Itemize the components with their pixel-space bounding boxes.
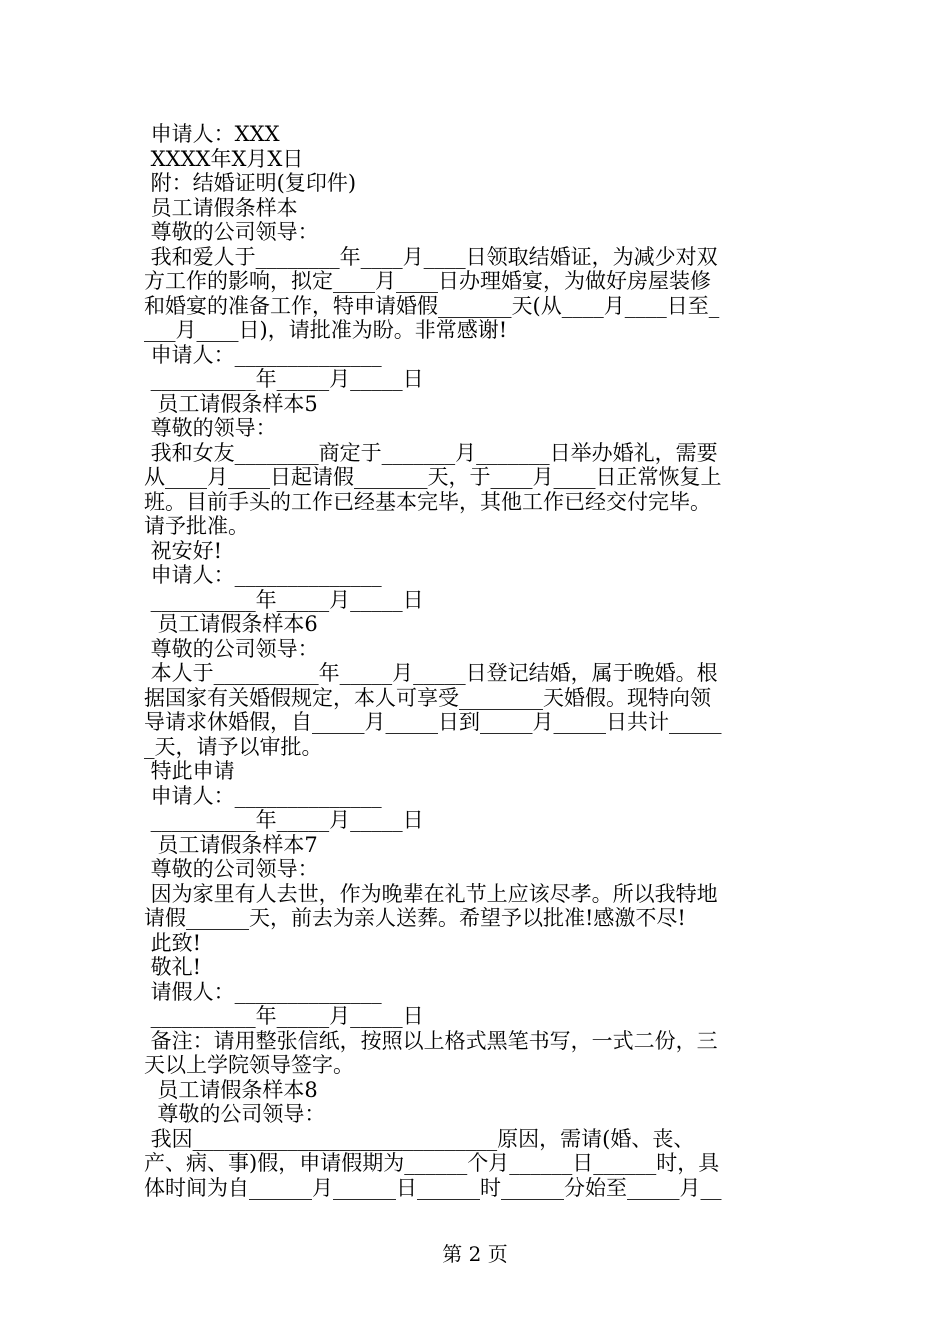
text-line: 员工请假条样本5: [144, 391, 318, 416]
text-line: 员工请假条样本7: [144, 832, 318, 857]
text-line: 据国家有关婚假规定，本人可享受________天婚假。现特向领: [144, 685, 711, 710]
text-line: 请假______天，前去为亲人送葬。希望予以批准!感激不尽!: [144, 906, 686, 930]
document-body: [144, 122, 807, 1200]
text-line: 申请人：XXX: [144, 122, 280, 146]
text-line: 特此申请: [144, 759, 235, 783]
text-line: 附：结婚证明(复印件): [144, 171, 357, 195]
text-line: __________年_____月_____日: [144, 367, 424, 391]
text-line: 员工请假条样本8: [144, 1077, 318, 1102]
text-line: 尊敬的公司领导：: [144, 220, 319, 244]
text-line: ___月____日)，请批准为盼。非常感谢!: [144, 318, 508, 342]
text-line: __________年_____月_____日: [144, 808, 424, 832]
text-line: 员工请假条样本: [144, 195, 298, 220]
text-line: 我因_____________________________原因，需请(婚、丧、: [144, 1126, 695, 1151]
text-line: 请予批准。: [144, 514, 249, 538]
text-line: 请假人：______________: [144, 979, 382, 1004]
page-number-footer: 第 2 页: [442, 1242, 508, 1266]
text-line: 班。目前手头的工作已经基本完毕，其他工作已经交付完毕。: [144, 489, 711, 514]
text-line: 申请人：______________: [144, 783, 382, 808]
text-line: 天以上学院领导签字。: [144, 1053, 354, 1077]
text-line: 体时间为自______月______日______时______分始至_____月__: [144, 1175, 722, 1200]
text-line: 导请求休婚假，自_____月_____日到_____月_____日共计_____: [144, 710, 722, 734]
text-line: 和婚宴的准备工作，特申请婚假_______天(从____月____日至_: [144, 293, 720, 318]
text-line: 尊敬的领导：: [144, 416, 277, 440]
text-line: 因为家里有人去世，作为晚辈在礼节上应该尽孝。所以我特地: [144, 881, 718, 906]
text-line: 本人于__________年_____月_____日登记结婚，属于晚婚。根: [144, 661, 718, 685]
text-line: 祝安好!: [144, 538, 223, 563]
text-line: 申请人：______________: [144, 563, 382, 587]
text-line: 我和女友________商定于_______月_______日举办婚礼，需要: [144, 440, 718, 465]
text-line: 备注：请用整张信纸，按照以上格式黑笔书写，一式二份，三: [144, 1028, 718, 1053]
text-line: _天，请予以审批。: [144, 734, 323, 759]
text-line: 此致!: [144, 930, 202, 955]
text-line: 尊敬的公司领导：: [144, 857, 319, 881]
text-line: 尊敬的公司领导：: [144, 1102, 326, 1126]
text-line: 员工请假条样本6: [144, 612, 318, 636]
text-line: __________年_____月_____日: [144, 587, 424, 612]
text-line: 我和爱人于________年____月____日领取结婚证，为减少对双: [144, 244, 718, 269]
text-line: 申请人：______________: [144, 342, 382, 367]
text-line: 方工作的影响，拟定____月____日办理婚宴，为做好房屋装修: [144, 269, 711, 293]
text-line: 产、病、事)假，申请假期为______个月______日______时，具: [144, 1151, 720, 1175]
text-line: 从____月____日起请假_______天，于____月____日正常恢复上: [144, 465, 722, 489]
text-line: 尊敬的公司领导：: [144, 636, 319, 661]
text-line: 敬礼!: [144, 955, 202, 979]
text-line: __________年_____月_____日: [144, 1004, 424, 1028]
text-line: XXXX年X月X日: [144, 146, 304, 171]
